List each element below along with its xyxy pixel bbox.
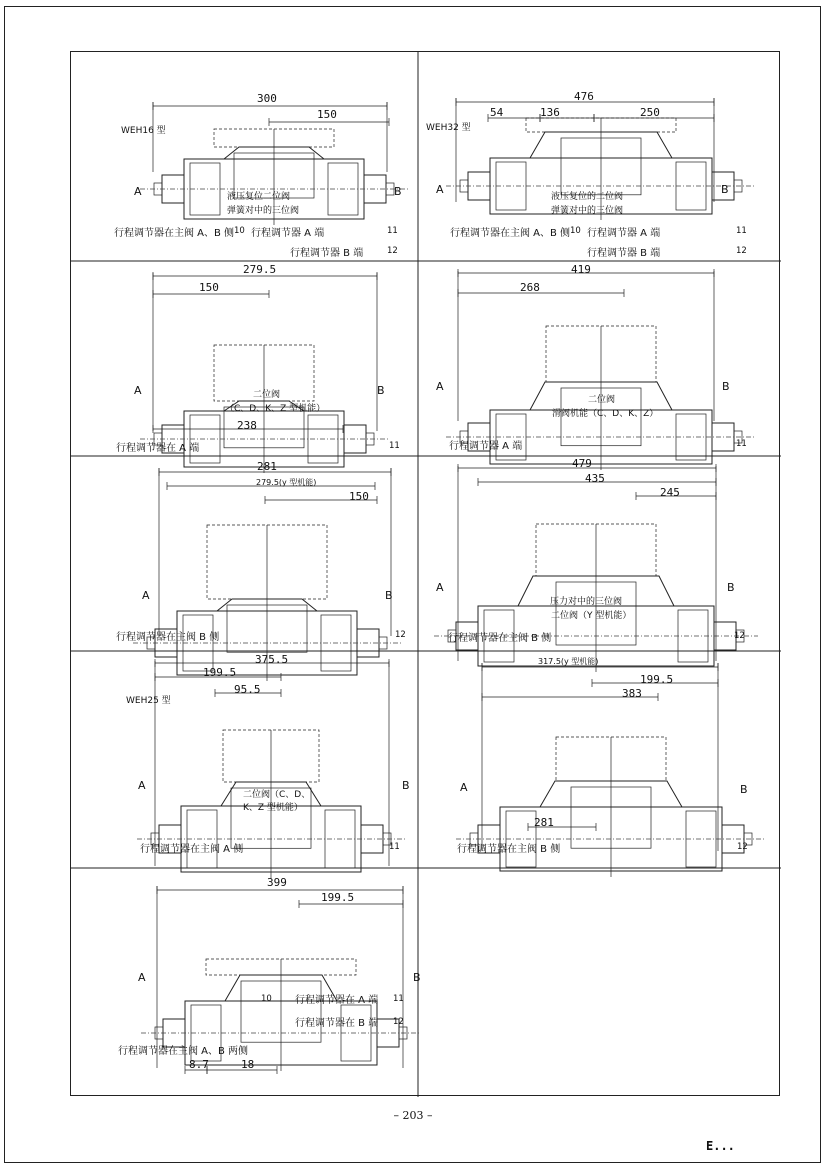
- caption-number: 12: [393, 1017, 404, 1027]
- caption: 行程调节器 A 端: [449, 441, 523, 452]
- model-label: WEH32 型: [426, 123, 471, 133]
- center-text: （C、D、K、Z 型机能）: [225, 404, 326, 414]
- drawing-cell-ab-both: [71, 868, 421, 1097]
- caption-number: 11: [389, 842, 400, 852]
- caption: 行程调节器在主阀 B 侧: [448, 633, 552, 644]
- dimension-label: 399: [267, 876, 287, 889]
- dimension-label: 279.5: [243, 263, 277, 276]
- caption-number: 12: [387, 246, 398, 256]
- dimension-label: 419: [571, 263, 591, 276]
- drawing-cell-2pos-a: [71, 261, 418, 456]
- caption-number: 11: [736, 439, 747, 449]
- center-text: 压力对中的三位阀: [550, 597, 623, 607]
- center-text: 二位阀: [588, 395, 616, 405]
- drawing-cell-weh32: [418, 52, 781, 261]
- dimension-label: 479: [572, 457, 592, 470]
- port-b-label: B: [721, 183, 729, 196]
- valve-drawing: [418, 456, 781, 651]
- caption-number: 12: [737, 842, 748, 852]
- valve-drawing: [418, 651, 781, 868]
- caption: 行程调节器在 A 端: [116, 443, 200, 454]
- center-text: 液压复位的二位阀: [551, 192, 624, 202]
- model-label: WEH25 型: [126, 696, 171, 706]
- caption: 行程调节器在主阀 A、B 侧: [450, 228, 571, 239]
- caption: 行程调节器在 A 端: [295, 995, 379, 1006]
- port-a-label: A: [138, 779, 146, 792]
- dimension-label: 268: [520, 281, 540, 294]
- dimension-label: 199.5: [321, 891, 355, 904]
- port-b-label: B: [740, 783, 748, 796]
- corner-mark: E...: [706, 1139, 735, 1153]
- dimension-label: 281: [257, 460, 277, 473]
- port-a-label: A: [436, 183, 444, 196]
- dimension-label: 238: [237, 419, 257, 432]
- caption-number: 10: [570, 226, 581, 236]
- center-text: 二位阀（Y 型机能）: [551, 611, 632, 621]
- port-a-label: A: [134, 384, 142, 397]
- center-text: 弹簧对中的三位阀: [227, 206, 300, 216]
- center-text: 弹簧对中的三位阀: [551, 206, 624, 216]
- dimension-label: 95.5: [234, 683, 261, 696]
- center-text: 液压复位二位阀: [227, 192, 291, 202]
- drawing-cell-y-b-large: [418, 456, 781, 651]
- drawing-cell-y-b: [71, 456, 418, 651]
- dimension-label: 18: [241, 1058, 255, 1071]
- dimension-label: 199.5: [203, 666, 237, 679]
- caption: 行程调节器在 B 端: [295, 1018, 379, 1029]
- valve-drawing: [418, 261, 781, 456]
- caption-number: 10: [261, 994, 272, 1004]
- port-b-label: B: [385, 589, 393, 602]
- dimension-label: 300: [257, 92, 277, 105]
- caption-number: 11: [389, 441, 400, 451]
- caption: 行程调节器在主阀 B 侧: [116, 632, 220, 643]
- caption: 行程调节器在主阀 A、B 两侧: [118, 1046, 249, 1057]
- dimension-label: 150: [199, 281, 219, 294]
- caption-number: 11: [393, 994, 404, 1004]
- port-b-label: B: [402, 779, 410, 792]
- port-b-label: B: [722, 380, 730, 393]
- valve-drawing: [71, 456, 418, 651]
- port-a-label: A: [138, 971, 146, 984]
- center-text: 二位阀（C、D、: [243, 790, 311, 800]
- dimension-label: 279.5(y 型机能): [256, 478, 317, 487]
- drawing-cell-2pos-a-large: [418, 261, 781, 456]
- dimension-label: 476: [574, 90, 594, 103]
- caption-number: 10: [234, 226, 245, 236]
- caption: 行程调节器 A 端: [251, 228, 325, 239]
- port-a-label: A: [134, 185, 142, 198]
- port-a-label: A: [436, 581, 444, 594]
- drawing-cell-y-b-weh25: [418, 651, 781, 868]
- dimension-label: 375.5: [255, 653, 289, 666]
- empty-cell: [418, 868, 781, 1097]
- caption: 行程调节器 B 端: [290, 248, 364, 259]
- port-b-label: B: [413, 971, 421, 984]
- caption: 行程调节器 B 端: [587, 248, 661, 259]
- drawing-cell-weh25: [71, 651, 418, 868]
- port-b-label: B: [727, 581, 735, 594]
- center-text: K、Z 型机能）: [243, 803, 303, 813]
- dimension-label: 245: [660, 486, 680, 499]
- dimension-label: 281: [534, 816, 554, 829]
- dimension-label: 136: [540, 106, 560, 119]
- port-b-label: B: [377, 384, 385, 397]
- caption: 行程调节器在主阀 B 侧: [457, 844, 561, 855]
- page-number: – 203 –: [393, 1109, 433, 1122]
- drawing-grid: [70, 51, 780, 1096]
- drawing-cell-weh16: [71, 52, 418, 261]
- dimension-label: 150: [317, 108, 337, 121]
- caption-number: 12: [395, 630, 406, 640]
- port-a-label: A: [436, 380, 444, 393]
- center-text: 二位阀: [253, 390, 281, 400]
- dimension-label: 317.5(y 型机能): [538, 657, 599, 666]
- caption: 行程调节器在主阀 A 侧: [140, 844, 244, 855]
- port-a-label: A: [460, 781, 468, 794]
- dimension-label: 8.7: [189, 1058, 209, 1071]
- dimension-label: 435: [585, 472, 605, 485]
- dimension-label: 250: [640, 106, 660, 119]
- caption-number: 11: [387, 226, 398, 236]
- dimension-label: 54: [490, 106, 504, 119]
- dimension-label: 199.5: [640, 673, 674, 686]
- caption: 行程调节器在主阀 A、B 侧: [114, 228, 235, 239]
- dimension-label: 383: [622, 687, 642, 700]
- dimension-label: 150: [349, 490, 369, 503]
- center-text: 滑阀机能（C、D、K、Z）: [552, 409, 659, 419]
- caption: 行程调节器 A 端: [587, 228, 661, 239]
- port-a-label: A: [142, 589, 150, 602]
- caption-number: 12: [736, 246, 747, 256]
- caption-number: 12: [734, 631, 745, 641]
- model-label: WEH16 型: [121, 126, 166, 136]
- port-b-label: B: [394, 185, 402, 198]
- caption-number: 11: [736, 226, 747, 236]
